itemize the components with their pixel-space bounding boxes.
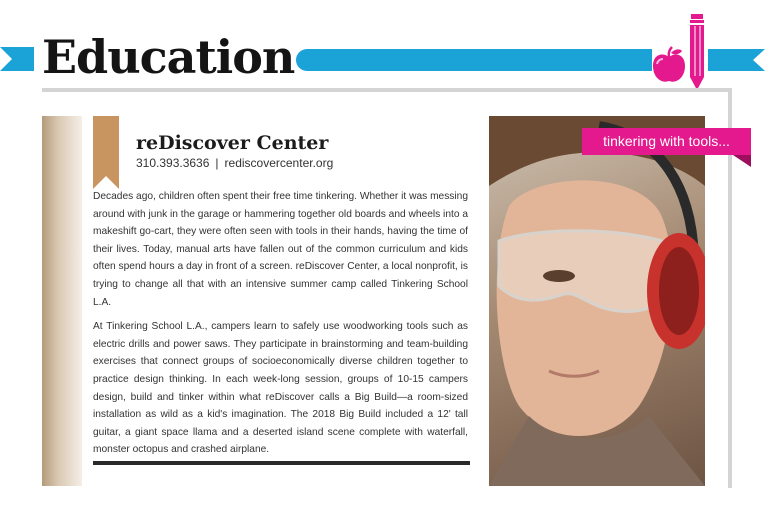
background-photo-strip [42, 116, 82, 486]
contact-separator: | [215, 156, 219, 170]
caption-fold [733, 155, 751, 167]
article-photo [489, 116, 705, 486]
photo-illustration [489, 116, 705, 486]
article-paragraph: At Tinkering School L.A., campers learn to safely use woodworking tools such as electric drills and power saws. They participate in brainstorming and team-building exercises that connect groups of socioeconomically diverse children together to practice design thinking. In each week-long session, groups of 10-15 campers design, build and tinker within what reDiscover calls a Big Build—a room-sized installation as wild as a kid's imagination. The 2018 Big Build included a 12' tall guitar, a giant space llama and a deserted island scene complete with waterfall, monster octopus and crashed airplane. [93, 321, 468, 456]
header-band-right [296, 49, 652, 71]
photo-caption: tinkering with tools... [582, 128, 751, 155]
ribbon-bookmark-icon [93, 116, 119, 176]
phone-number: 310.393.3636 [136, 156, 210, 170]
article-paragraph: Decades ago, children often spent their free time tinkering. Whether it was messing around with junk in the garage or hammering together old boards and wheels into a makeshift go-cart, they were often seen with tools in their hands, having the time of their lives. Today, manual arts have fallen out of the common curriculum and kids often spend hours a day in front of a screen. reDiscover Center, a local nonprofit, is trying to change all that with an intensive summer camp called Tinkering School L.A. [93, 191, 468, 308]
pencil-icon [687, 14, 707, 90]
header-band-notch-left [0, 47, 12, 71]
apple-icon [649, 46, 689, 86]
organization-contact [136, 156, 333, 170]
header-band-notch-right [753, 49, 765, 71]
article-body [93, 188, 468, 466]
end-rule [93, 461, 470, 465]
section-title: Education [42, 30, 295, 84]
organization-name: reDiscover Center [136, 132, 329, 154]
website: rediscovercenter.org [224, 156, 334, 170]
